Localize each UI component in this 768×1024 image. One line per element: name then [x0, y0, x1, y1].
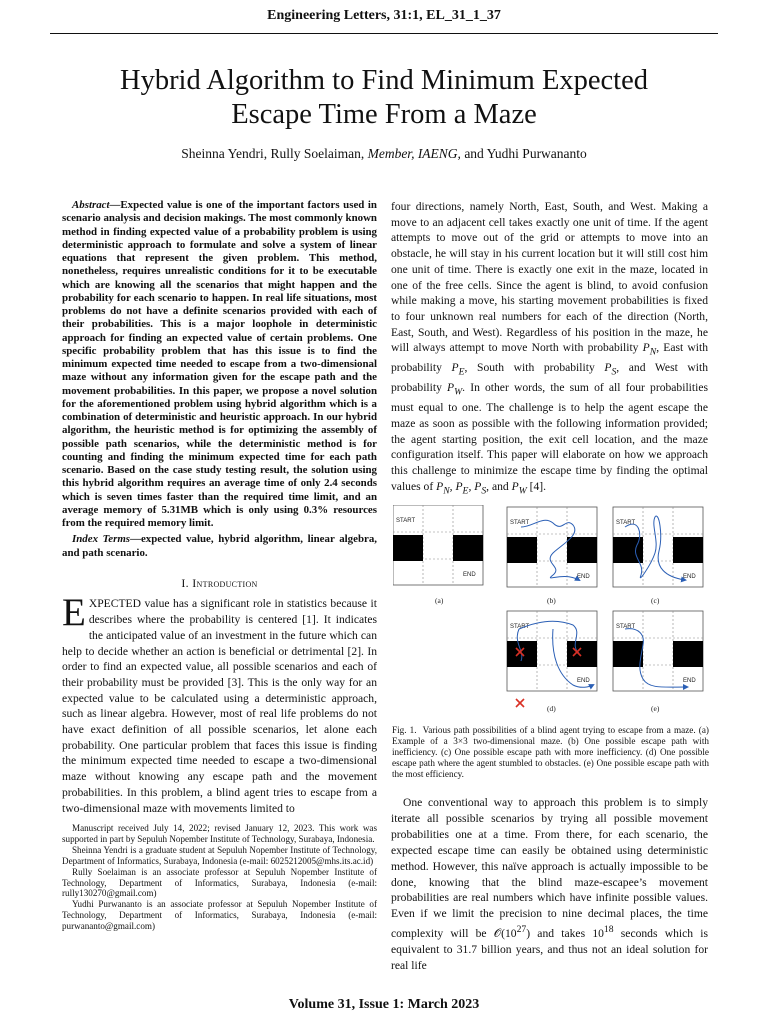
prob-south [604, 361, 617, 378]
prob-list: $P_N$, $P_E$, $P_S$ [436, 479, 487, 497]
prob-symbol: P [436, 479, 444, 493]
ten-power [592, 924, 614, 941]
conventional-approach-paragraph [391, 795, 708, 974]
figure-caption [392, 725, 709, 780]
abstract-body: —Expected value is one of the important factors used in scenario analysis and decision makings. The most commonly known method in finding expected value of a probability problem is using deterministic approach to formulate and solve a system of linear equations that represent the given problem. This method, nonetheless, requires unrealistic conditions for it to be executable which are knowing all the scenarios that might happen and the probability for each scenario to happen. In real life situations, most problems do not have a definite scenarios provided with each of their probabilities. This is a major loophole in deterministic approach for finding an expected value of certain problems. One specific probability problem that has this issue is to find the minimum expected time needed to escape from a two-dimensional maze without any information given for the escape path and the movement probabilities. In this paper, we propose a novel solution for the aforementioned problem using hybrid algorithm which is a combination of deterministic and heuristic approach. In our hybrid algorithm, the heuristic method is for optimizing the assembly of possible path scenarios, while the deterministic method is for counting and finding the minimum expected time for each path scenario. Based on the case study testing result, the solution using this hybrid algorithm requires an average time of only 2.4 seconds which is seven times faster than the required time limit, and an average memory of 5.31MB which is only using 0.3% resources from the required memory limit. [62, 199, 377, 529]
footnote-author-3: Yudhi Purwananto is an associate professor at Sepuluh Nopember Institute of Technology, Department of Informatics, Surabaya, Indonesia (e-mail: purwananto@gmail.com) [62, 899, 377, 932]
index-terms-lead: Index Terms [72, 533, 131, 546]
header-rule [50, 33, 718, 34]
index-terms [62, 533, 377, 560]
approach-text-2: and takes [530, 927, 593, 941]
index-terms-body: —expected value, hybrid algorithm, linear algebra, and path scenario. [62, 533, 377, 559]
start-label: START [396, 518, 416, 524]
approach-text-1: One conventional way to approach this problem is to simply iterate all possible scenarios by trying all possible movement probabilities one at a time. From there, for each scenario, the expected escape time can easily be obtained using deterministic method. However, this naïve approach is actually impossible to be done, knowing that the blind maze-escapee’s movement probabilities are real numbers which have infinite possible values. Even if we limit the precision to nine decimal places, the time complexity will be [391, 796, 708, 941]
prob-symbol: P [447, 381, 455, 395]
intro-first-word: XPECTED [88, 597, 141, 611]
panel-e-label: (e) [651, 704, 660, 713]
prob-subscript: S [611, 366, 617, 378]
left-column [62, 199, 377, 816]
title-line-2: Escape Time From a Maze [231, 99, 537, 130]
author-list [50, 146, 718, 162]
title-line-1: Hybrid Algorithm to Find Minimum Expected [119, 65, 648, 96]
section-heading-introduction: I. Introduction [181, 575, 258, 590]
problem-text-7: [4]. [526, 479, 547, 493]
footnote-manuscript: Manuscript received July 14, 2022; revised January 12, 2023. This work was supported in part by Sepuluh Nopember Institute of Technology, Surabaya, Indonesia. [62, 823, 377, 844]
big-o-expression [493, 924, 531, 941]
drop-cap: E [62, 591, 86, 635]
maze-figure [393, 505, 711, 715]
prob-subscript: W [518, 485, 527, 497]
big-o-exponent: 27 [516, 924, 527, 936]
prob-subscript: N [443, 485, 450, 497]
paper-title [50, 64, 718, 132]
big-o-close: ) [526, 927, 531, 941]
problem-text-4: , and West with probability [391, 361, 709, 395]
footnotes [62, 823, 377, 932]
abstract [62, 199, 377, 530]
prob-symbol: P [511, 479, 519, 493]
ten-base: 10 [592, 927, 604, 941]
prob-symbol: P [455, 479, 463, 493]
end-label: END [463, 572, 476, 578]
panel-b [507, 507, 597, 587]
panel-a-label: (a) [435, 596, 444, 605]
prob-symbol: P [474, 479, 482, 493]
prob-west-2 [511, 479, 527, 497]
prob-subscript: S [481, 485, 487, 497]
approach-text-3: seconds which is equivalent to 31.7 billion years, and thus not an ideal solution for real life [391, 927, 708, 972]
problem-text-1: four directions, namely North, East, South, and West. Making a move to an adjacent cell takes exactly one unit of time. If the agent attempts to move out of the grid or attempts to move into an obstacle, he will stay in his current location but it will still cost him one unit of time. There is exactly one exit in the maze, located in one of the free cells. Since the agent is blind, to avoid confusion while making a move, his starting movement probabilities is fixed to four unknown real numbers for each of the direction (North, East, South, and West). Regardless of his position in the maze, he will always attempt to move North with probability [391, 200, 708, 355]
problem-description [391, 199, 708, 499]
panel-e [613, 611, 703, 691]
ten-exponent: 18 [603, 924, 614, 936]
prob-subscript: E [458, 366, 465, 378]
big-o-base: 𝒪(10 [493, 927, 517, 941]
journal-header: Engineering Letters, 31:1, EL_31_1_37 [267, 8, 501, 23]
problem-text-6: , and [486, 479, 509, 493]
intro-body: value has a significant role in statistics because it describes where the probability is centered [1]. It indicates the anticipated value of an investment in the future which can help to decide whether an action is beneficial or detrimental [2]. In order to find an expected value, all possible scenarios and each of their probability must be provided [3]. This is the only way for an expected value to be calculated using a deterministic approach, such as linear algebra. However, most of real life problems do not have exact definition of all possible scenarios, let alone each probability. One particular problem that faces this issue is finding the minimum expected time needed to escape a two-dimensional maze without knowing any escape path and the movement probabilities. In this problem, a blind agent tries to escape from a two-dimensional maze with movements limited to [62, 597, 377, 815]
panel-c-label: (c) [651, 596, 660, 605]
panel-b-label: (b) [547, 596, 556, 605]
prob-symbol: P [642, 341, 650, 355]
problem-text-3: , South with probability [464, 361, 595, 375]
authors-last: and Yudhi Purwananto [464, 146, 587, 161]
prob-subscript: W [454, 386, 463, 398]
journal-footer: Volume 31, Issue 1: March 2023 [288, 997, 480, 1012]
author-membership: Member, IAENG, [367, 146, 461, 161]
problem-text-2: , East with probability [391, 341, 708, 375]
prob-symbol: P [604, 361, 612, 375]
caption-label: Fig. 1. [392, 725, 417, 735]
panel-d-label: (d) [547, 704, 556, 713]
prob-symbol: P [451, 361, 459, 375]
prob-west [447, 381, 463, 398]
prob-east [451, 361, 465, 378]
intro-paragraph [62, 591, 377, 816]
abstract-lead: Abstract [72, 199, 110, 211]
prob-subscript: N [649, 346, 657, 358]
footnote-author-2: Rully Soelaiman is an associate professor at Sepuluh Nopember Institute of Technology, Department of Informatics, Surabaya, Indonesia (e-mail: rully130270@gmail.com) [62, 866, 377, 899]
caption-text: Various path possibilities of a blind agent trying to escape from a maze. (a) Example of a 3×3 two-dimensional maze. (b) One possible escape path with inefficiency. (c) One possible escape path with more inefficiency. (d) One possible escape path where the agent stumbled to obstacles. (e) One possible escape path with the most efficiency. [392, 725, 709, 780]
prob-subscript: E [462, 485, 469, 497]
maze-grid [393, 505, 483, 585]
authors-first: Sheinna Yendri, Rully Soelaiman, [181, 146, 365, 161]
prob-north [642, 341, 657, 358]
problem-text-5: . In other words, the sum of all four probabilities must equal to one. The challenge is to help the agent escape the maze as soon as possible with the following information provided; the agent starting position, the exit cell location, and the maze configuration itself. This paper will elaborate on how we approach this challenge to minimize the escape time by finding the optimal values of [391, 381, 708, 493]
right-column [391, 199, 708, 499]
footnote-author-1: Sheinna Yendri is a graduate student at Sepuluh Nopember Institute of Technology, Department of Informatics, Surabaya, Indonesia (e-mail: 6025212005@mhs.its.ac.id) [62, 844, 377, 866]
right-column-continued [391, 795, 708, 974]
